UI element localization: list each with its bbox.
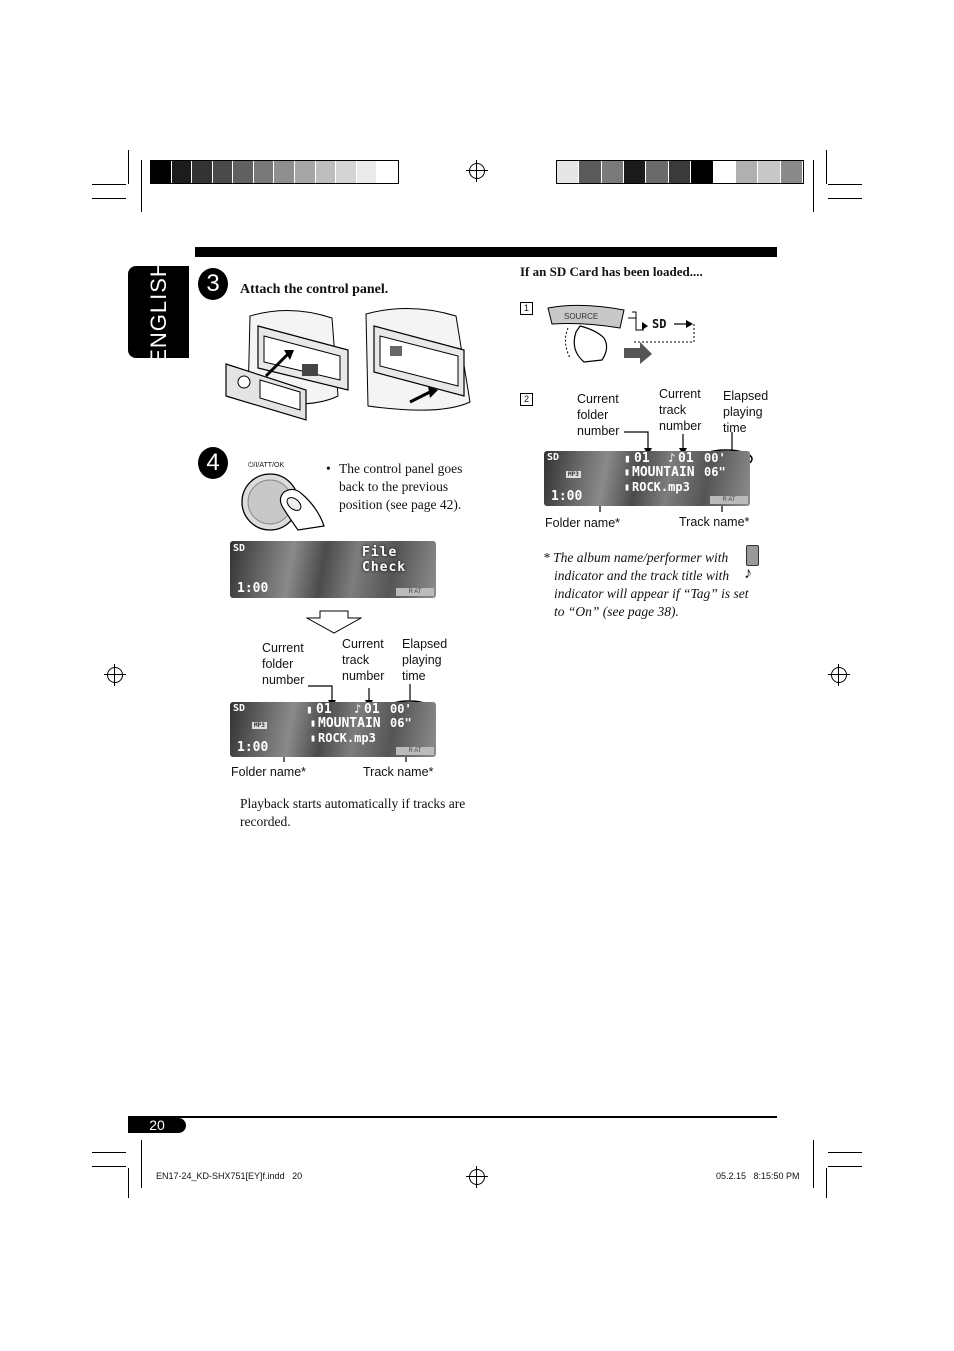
lcd-time: 1:00 [237, 581, 269, 596]
label-track-name: Track name* [363, 765, 434, 779]
source-button-label[interactable]: SOURCE [564, 312, 599, 321]
lcd-folder-icon: ▮ [306, 703, 313, 716]
crop-mark [92, 1152, 126, 1153]
registration-mark-left [107, 667, 123, 683]
crop-mark [92, 184, 126, 185]
lcd-folder-number: 01 [634, 451, 650, 466]
lcd-line1: MOUNTAIN [318, 716, 381, 731]
sd-step-1-box: 1 [520, 302, 533, 315]
lcd-time: 1:00 [551, 489, 583, 504]
crop-mark [813, 1140, 814, 1188]
lcd-track-number: 01 [364, 702, 380, 717]
header-rule [195, 247, 777, 257]
crop-mark [92, 198, 126, 199]
color-bar-right [556, 160, 804, 184]
lcd-line1-icon: ▮ [310, 718, 317, 729]
lcd-rat: R AT [710, 496, 748, 504]
color-swatch [357, 161, 378, 183]
lcd-folder-icon: ▮ [624, 452, 631, 465]
color-swatch [602, 161, 624, 183]
footnote-line-4: to “On” (see page 38). [554, 604, 679, 619]
lcd-format: MP3 [568, 471, 579, 478]
crop-mark [828, 184, 862, 185]
sd-step-2-box: 2 [520, 393, 533, 406]
page-number: 20 [128, 1118, 186, 1133]
color-swatch [646, 161, 668, 183]
color-swatch [714, 161, 736, 183]
color-swatch [736, 161, 758, 183]
lcd-file-check [230, 541, 436, 598]
registration-mark-right [831, 667, 847, 683]
album-performer-icon [746, 545, 759, 566]
color-swatch [213, 161, 234, 183]
lcd-format: MP3 [254, 722, 265, 729]
lcd-rat: R AT [396, 747, 434, 755]
sd-label-current-track-number: Current track number [659, 387, 702, 433]
down-arrow-icon [306, 610, 362, 634]
registration-mark-top [469, 163, 485, 179]
label-current-folder-number: Current folder number [262, 641, 305, 687]
lcd-elapsed: 00' 06" [390, 702, 412, 730]
attach-panel-illustration [220, 306, 480, 422]
lcd-rat: R AT [396, 588, 434, 596]
lcd-source: SD [233, 543, 246, 554]
crop-mark [141, 160, 142, 212]
color-swatch [669, 161, 691, 183]
color-swatch [233, 161, 254, 183]
lcd-line2-icon: ▮ [624, 482, 631, 493]
color-swatch [758, 161, 780, 183]
lcd-file-check-text: File Check [362, 545, 407, 575]
crop-mark [828, 1152, 862, 1153]
label-elapsed-playing-time: Elapsed playing time [402, 637, 448, 683]
bullet-mark: • [326, 461, 331, 476]
lcd-elapsed: 00' 06" [704, 451, 726, 479]
sd-arrow-icon [674, 319, 694, 329]
footnote-line-2: indicator and the track title with [554, 568, 730, 583]
color-swatch [624, 161, 646, 183]
power-button-press-illustration [238, 472, 328, 532]
color-bar-left [150, 160, 399, 184]
color-swatch [192, 161, 213, 183]
color-swatch [274, 161, 295, 183]
lcd-note-icon: ♪ [668, 451, 676, 465]
sd-label-current-folder-number: Current folder number [577, 392, 620, 438]
lcd-line2-icon: ▮ [310, 733, 317, 744]
step-4-bullet-text: The control panel goes back to the previous position (see page 42). [339, 461, 463, 512]
power-button-label: ⏻/I/ATT/OK [248, 462, 285, 469]
lcd-track-number: 01 [678, 451, 694, 466]
color-swatch [254, 161, 275, 183]
language-tab [128, 260, 189, 364]
lcd-source: SD [233, 703, 246, 714]
crop-mark [128, 1168, 129, 1198]
sd-label-folder-name: Folder name* [545, 516, 621, 530]
sd-source-label: SD [652, 317, 667, 331]
crop-mark [826, 1168, 827, 1198]
color-swatch [691, 161, 713, 183]
color-swatch [377, 161, 398, 183]
sd-section-heading: If an SD Card has been loaded.... [520, 264, 703, 279]
step-3-number: 3 [198, 268, 228, 300]
footnote-line-1: * The album name/performer with [543, 550, 729, 565]
language-tab-label: ENGLISH [145, 260, 171, 364]
step-3-instruction: Attach the control panel. [240, 282, 389, 297]
lcd-folder-number: 01 [316, 702, 332, 717]
crop-mark [826, 150, 827, 184]
crop-mark [141, 1140, 142, 1188]
crop-mark [828, 198, 862, 199]
footer-file-name: EN17-24_KD-SHX751[EY]f.indd 20 [156, 1171, 303, 1181]
color-swatch [781, 161, 803, 183]
lcd-playback [230, 702, 436, 757]
lcd-time: 1:00 [237, 740, 269, 755]
lcd-note-icon: ♪ [354, 702, 362, 716]
color-swatch [579, 161, 601, 183]
sd-label-track-name: Track name* [679, 515, 750, 529]
track-title-note-icon: ♪ [744, 565, 752, 582]
color-swatch [151, 161, 172, 183]
color-swatch [295, 161, 316, 183]
lcd-line1: MOUNTAIN [632, 465, 695, 480]
playback-note: Playback starts automatically if tracks are recorded. [240, 796, 466, 829]
crop-mark [92, 1166, 126, 1167]
lcd-source: SD [547, 452, 560, 463]
footnote [543, 549, 767, 621]
sd-lcd-playback [544, 451, 750, 506]
footer-rule [128, 1116, 777, 1118]
color-swatch [336, 161, 357, 183]
footnote-line-3: indicator will appear if “Tag” is set [554, 586, 749, 601]
color-swatch [316, 161, 337, 183]
label-current-track-number: Current track number [342, 637, 385, 683]
footer-timestamp: 05.2.15 8:15:50 PM [716, 1171, 800, 1181]
color-swatch [172, 161, 193, 183]
label-folder-name: Folder name* [231, 765, 307, 779]
color-swatch [557, 161, 579, 183]
lcd-line2: ROCK.mp3 [632, 480, 690, 494]
crop-mark [828, 1166, 862, 1167]
lcd-line1-icon: ▮ [624, 467, 631, 478]
crop-mark [813, 160, 814, 212]
crop-mark [128, 150, 129, 184]
sd-label-elapsed-playing-time: Elapsed playing time [723, 389, 769, 435]
registration-mark-bottom [469, 1169, 485, 1185]
step-4-number: 4 [198, 447, 228, 479]
lcd-line2: ROCK.mp3 [318, 731, 376, 745]
